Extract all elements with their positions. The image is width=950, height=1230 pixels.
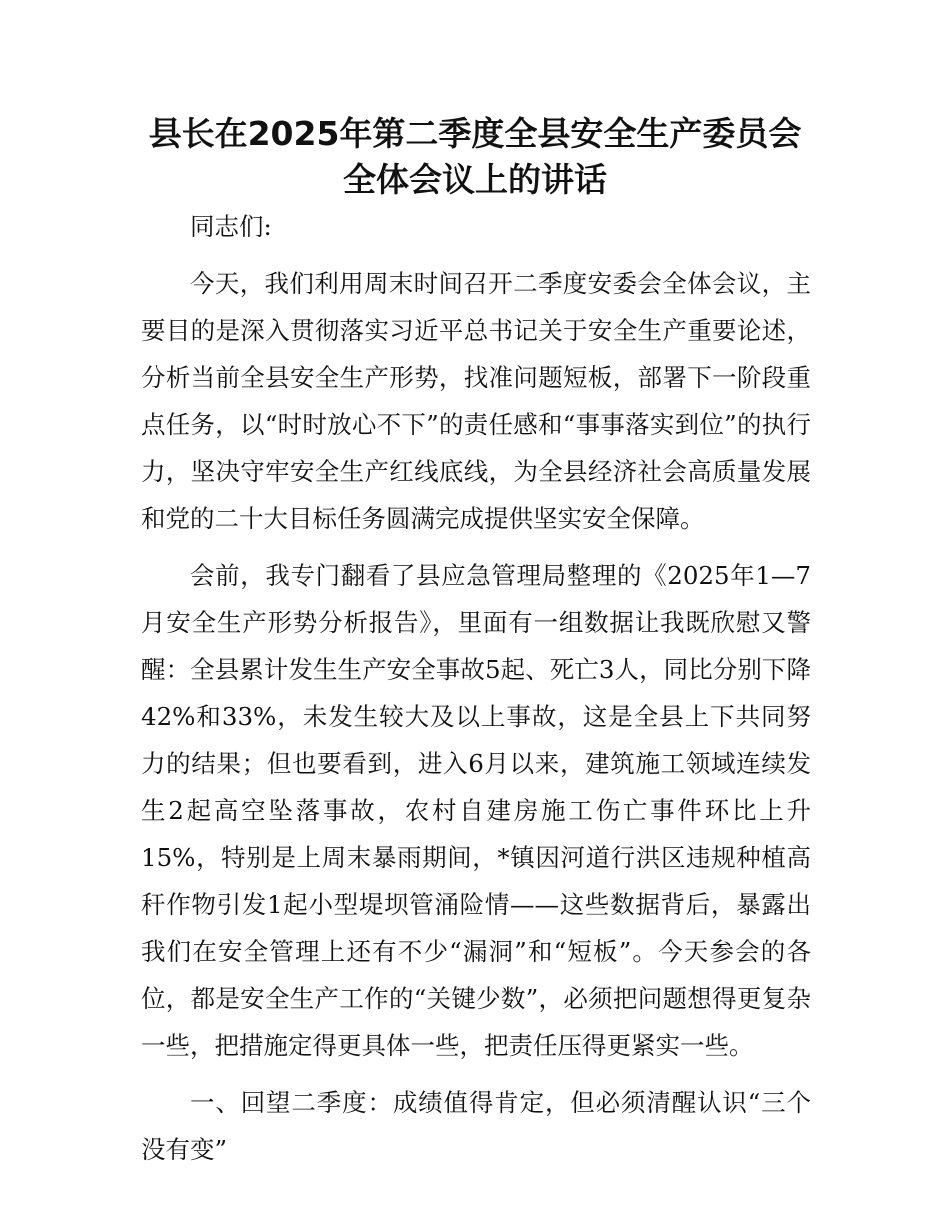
- paragraph-situation: 会前，我专门翻看了县应急管理局整理的《2025年1—7月安全生产形势分析报告》，里面有一组数据让我既欣慰又警醒：全县累计发生生产安全事故5起、死亡3人，同比分别下降42%和33%，未发生较大及以上事故，这是全县上下共同努力的结果；但也要看到，进入6月以来，建筑施工领域连续发生2起高空坠落事故，农村自建房施工伤亡事件环比上升15%，特别是上周末暴雨期间，*镇因河道行洪区违规种植高秆作物引发1起小型堤坝管涌险情——这些数据背后，暴露出我们在安全管理上还有不少“漏洞”和“短板”。今天参会的各位，都是安全生产工作的“关键少数”，必须把问题想得更复杂一些，把措施定得更具体一些，把责任压得更紧实一些。: [141, 561, 811, 1060]
- document-body: [141, 203, 811, 1173]
- salutation: 同志们:: [190, 212, 272, 241]
- section-heading: 一、回望二季度：成绩值得肯定，但必须清醒认识“三个没有变”: [141, 1088, 811, 1164]
- paragraph-opening: 今天，我们利用周末时间召开二季度安委会全体会议，主要目的是深入贯彻落实习近平总书记关于安全生产重要论述，分析当前全县安全生产形势，找准问题短板，部署下一阶段重点任务，以“时时放心不下”的责任感和“事事落实到位”的执行力，坚决守牢安全生产红线底线，为全县经济社会高质量发展和党的二十大目标任务圆满完成提供坚实安全保障。: [141, 269, 811, 533]
- document-title: 县长在2025年第二季度全县安全生产委员会全体会议上的讲话: [148, 114, 802, 199]
